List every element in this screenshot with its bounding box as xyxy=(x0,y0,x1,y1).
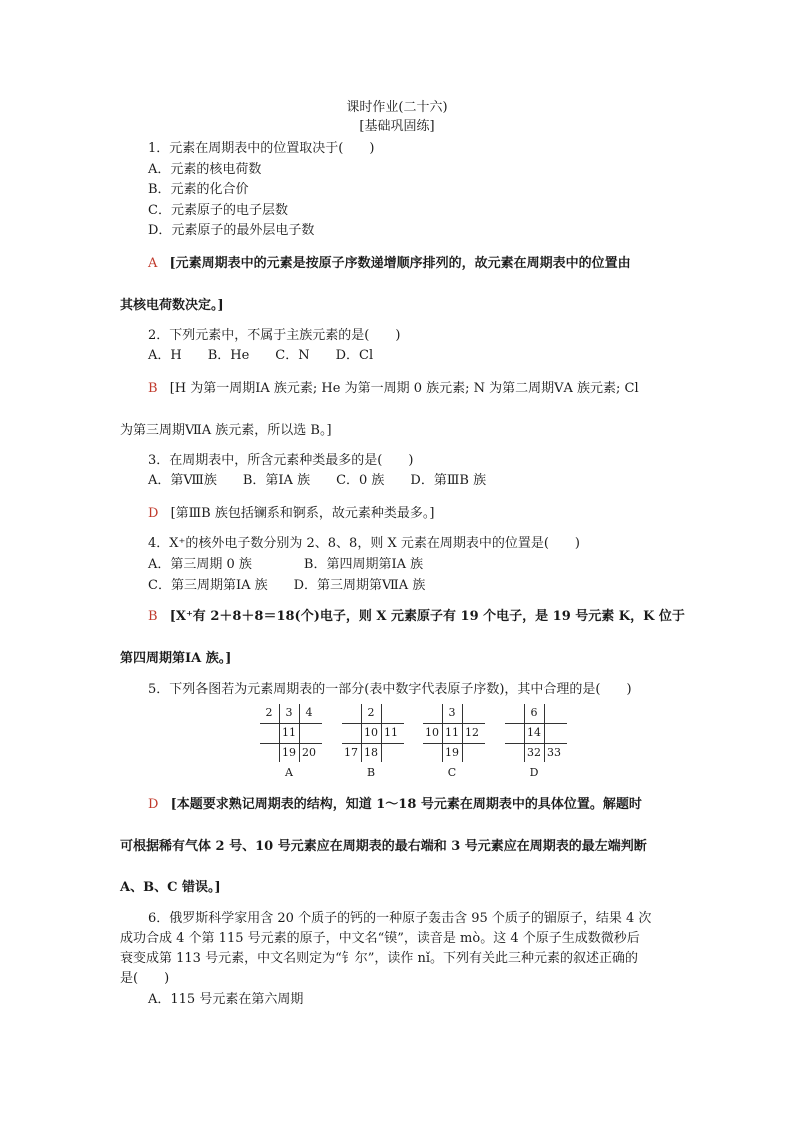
answer-explanation-cont: 其核电荷数决定。] xyxy=(120,298,224,313)
question-2-stem: 2．下列元素中，不属于主族元素的是( ) xyxy=(148,328,401,343)
question-1-option-b: B．元素的化合价 xyxy=(148,182,249,197)
question-4-stem: 4．X⁺的核外电子数分别为 2、8、8，则 X 元素在周期表中的位置是( ) xyxy=(148,536,580,551)
grid-cell: 19 xyxy=(282,746,296,759)
question-5-answer xyxy=(148,796,642,814)
grid-line xyxy=(381,704,382,762)
grid-cell: 3 xyxy=(448,706,456,719)
answer-letter: A xyxy=(148,256,158,271)
question-1-option-a: A．元素的核电荷数 xyxy=(148,162,262,177)
question-4-answer xyxy=(148,608,685,626)
grid-line xyxy=(361,704,362,762)
grid-cell: 32 xyxy=(527,746,541,759)
grid-line xyxy=(462,704,463,762)
grid-line xyxy=(505,723,567,724)
grid-label-b: B xyxy=(366,766,376,779)
answer-explanation: [元素周期表中的元素是按原子序数递增顺序排列的，故元素在周期表中的位置由 xyxy=(169,256,631,271)
grid-cell: 11 xyxy=(445,726,459,739)
answer-explanation: [本题要求熟记周期表的结构，知道 1～18 号元素在周期表中的具体位置。解题时 xyxy=(170,797,642,812)
answer-explanation-cont: 为第三周期ⅦA 族元素，所以选 B。] xyxy=(120,423,332,438)
grid-line xyxy=(342,743,404,744)
question-3-answer xyxy=(148,505,434,523)
question-3-options: A．第Ⅷ族 B．第ⅠA 族 C．0 族 D．第ⅢB 族 xyxy=(148,473,487,488)
question-6-line1: 6．俄罗斯科学家用含 20 个质子的钙的一种原子轰击含 95 个质子的镅原子，结果 4 次 xyxy=(148,911,652,926)
grid-cell: 3 xyxy=(285,706,293,719)
answer-explanation-cont: A、B、C 错误。] xyxy=(120,880,221,895)
grid-line xyxy=(505,743,567,744)
answer-letter: B xyxy=(148,381,158,396)
grid-cell: 20 xyxy=(302,746,316,759)
grid-cell: 4 xyxy=(305,706,313,719)
answer-explanation: [H 为第一周期ⅠA 族元素; He 为第一周期 0 族元素; N 为第二周期ⅤA 族元素; Cl xyxy=(169,381,639,396)
grid-line xyxy=(423,723,485,724)
page-title: 课时作业(二十六) xyxy=(346,100,448,115)
grid-cell: 11 xyxy=(384,726,398,739)
answer-explanation-cont: 可根据稀有气体 2 号、10 号元素应在周期表的最右端和 3 号元素应在周期表的最左端判断 xyxy=(120,839,647,854)
grid-cell: 14 xyxy=(527,726,541,739)
answer-explanation: [X⁺有 2＋8＋8＝18(个)电子，则 X 元素原子有 19 个电子，是 19 号元素 K，K 位于 xyxy=(169,609,685,624)
answer-letter: D xyxy=(148,506,159,521)
grid-line xyxy=(299,704,300,762)
question-1-stem: 1．元素在周期表中的位置取决于( ) xyxy=(148,141,375,156)
answer-letter: B xyxy=(148,609,158,624)
grid-line xyxy=(524,704,525,762)
section-subtitle: [基础巩固练] xyxy=(359,119,435,134)
grid-line xyxy=(423,743,485,744)
grid-cell: 19 xyxy=(445,746,459,759)
grid-cell: 6 xyxy=(530,706,538,719)
grid-label-a: A xyxy=(285,766,293,779)
grid-cell: 33 xyxy=(547,746,561,759)
question-6-option-a: A．115 号元素在第六周期 xyxy=(148,992,304,1007)
grid-cell: 2 xyxy=(265,706,273,719)
grid-cell: 17 xyxy=(344,746,358,759)
grid-cell: 18 xyxy=(364,746,378,759)
grid-cell: 12 xyxy=(465,726,479,739)
grid-cell: 10 xyxy=(425,726,439,739)
answer-explanation: [第ⅢB 族包括镧系和锕系，故元素种类最多。] xyxy=(170,506,435,521)
grid-cell: 10 xyxy=(364,726,378,739)
question-3-stem: 3．在周期表中，所含元素种类最多的是( ) xyxy=(148,453,414,468)
grid-line xyxy=(342,723,404,724)
grid-cell: 11 xyxy=(282,726,296,739)
question-4-options-row2: C．第三周期第ⅠA 族 D．第三周期第ⅦA 族 xyxy=(148,578,426,593)
answer-letter: D xyxy=(148,797,159,812)
grid-label-c: C xyxy=(447,766,457,779)
question-2-options: A．H B．He C．N D．Cl xyxy=(148,348,374,363)
question-1-option-d: D．元素原子的最外层电子数 xyxy=(148,223,315,238)
question-1-answer xyxy=(148,255,631,273)
question-6-line2: 成功合成 4 个第 115 号元素的原子，中文名“镆”，读音是 mò。这 4 个原子生成数微秒后 xyxy=(120,931,640,946)
grid-line xyxy=(260,723,322,724)
grid-line xyxy=(260,743,322,744)
grid-line xyxy=(279,704,280,762)
grid-line xyxy=(442,704,443,762)
question-6-line3: 衰变成第 113 号元素，中文名则定为“钅尔”，读作 nǐ。下列有关此三种元素的叙述正确的 xyxy=(120,951,639,966)
grid-cell: 2 xyxy=(367,706,375,719)
question-4-options-row1: A．第三周期 0 族 B．第四周期第ⅠA 族 xyxy=(148,557,424,572)
question-1-option-c: C．元素原子的电子层数 xyxy=(148,203,288,218)
question-2-answer xyxy=(148,380,639,398)
answer-explanation-cont: 第四周期第ⅠA 族。] xyxy=(120,651,232,666)
grid-line xyxy=(544,704,545,762)
question-5-stem: 5．下列各图若为元素周期表的一部分(表中数字代表原子序数)，其中合理的是( ) xyxy=(148,682,632,697)
question-6-line4: 是( ) xyxy=(120,971,170,986)
grid-label-d: D xyxy=(529,766,539,779)
